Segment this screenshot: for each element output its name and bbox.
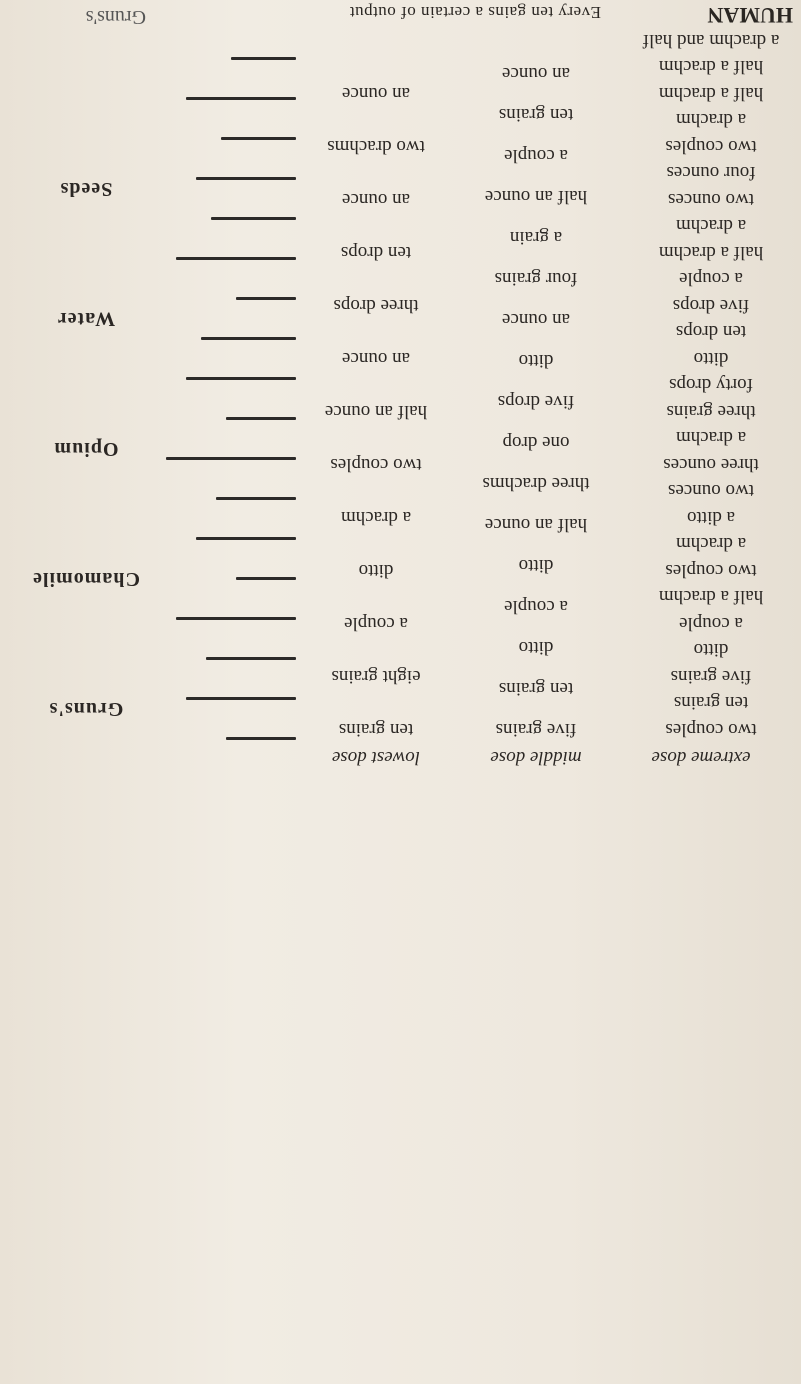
dose-entry: a drachm: [675, 109, 747, 131]
dose-entry: ditto: [518, 637, 554, 658]
dose-entry: half a drachm: [658, 56, 764, 78]
substance-column: [6, 30, 166, 780]
rule-line: [176, 257, 296, 260]
dose-entry: half an ounce: [484, 186, 588, 207]
rule-line: [186, 697, 296, 700]
rule-line: [226, 737, 296, 740]
dose-entry: two drachms: [327, 136, 425, 157]
dose-entry: ten grains: [498, 678, 574, 699]
dose-entry: half a drachm: [658, 83, 764, 104]
dose-entry: a drachm and half: [642, 30, 780, 51]
dose-entry: half an ounce: [324, 401, 428, 422]
dose-entry: half a drachm: [658, 242, 764, 263]
rule-line: [211, 217, 296, 220]
dose-entry: a couple: [344, 613, 408, 634]
dose-entry: a grain: [509, 227, 563, 248]
dose-column-2: [456, 30, 616, 780]
dose-entry: ten grains: [338, 719, 414, 740]
rule-line: [226, 417, 296, 420]
substance-label: Chamomile: [32, 568, 140, 590]
dose-entry: an ounce: [501, 63, 571, 84]
dose-entry: ditto: [518, 350, 554, 371]
dose-entry: ten drops: [675, 321, 747, 343]
note-bottom-mid: middle dose: [490, 747, 582, 768]
dose-entry: eight grains: [331, 666, 421, 687]
dose-entry: a couple: [679, 268, 743, 290]
dose-entry: ditto: [358, 560, 394, 581]
dose-entry: one drop: [502, 432, 570, 453]
note-bottom-right: lowest dose: [331, 747, 421, 768]
dose-entry: three grains: [666, 401, 756, 422]
table-title: Every ten gains a certain of output: [349, 3, 601, 22]
substance-label: Opium: [53, 438, 119, 460]
right-heading: Gruns's: [85, 6, 146, 28]
rule-line: [176, 617, 296, 620]
rule-line: [236, 297, 296, 300]
dose-entry: two ounces: [668, 189, 755, 210]
rule-line: [196, 537, 296, 540]
dose-entry: an ounce: [341, 348, 411, 369]
dose-entry: forty drops: [669, 374, 753, 396]
dose-entry: three drops: [333, 295, 419, 316]
dose-entry: two couples: [665, 719, 757, 740]
dose-entry: ditto: [518, 555, 554, 576]
dose-entry: four grains: [494, 268, 578, 289]
rule-line: [231, 57, 296, 60]
dose-entry: a drachm: [675, 427, 747, 449]
dose-entry: ten grains: [498, 104, 574, 125]
substance-label: Water: [56, 308, 116, 330]
rule-line: [186, 377, 296, 380]
dose-entry: a drachm: [675, 533, 747, 555]
dose-entry: ditto: [693, 348, 729, 369]
dose-entry: ditto: [693, 639, 729, 661]
dose-entry: two couples: [330, 454, 422, 475]
dose-entry: three drachms: [482, 473, 590, 494]
dose-entry: a ditto: [686, 507, 736, 528]
rule-line: [166, 457, 296, 460]
dose-entry: four ounces: [666, 162, 756, 184]
dose-column-1: [631, 30, 791, 780]
dose-entry: ten grains: [673, 692, 749, 714]
dose-entry: a couple: [504, 145, 568, 166]
dose-entry: half a drachm: [658, 586, 764, 608]
dose-entry: two ounces: [668, 480, 755, 502]
dose-entry: five drops: [672, 295, 750, 316]
dose-entry: a drachm: [675, 215, 747, 237]
rule-line: [221, 137, 296, 140]
rule-line: [201, 337, 296, 340]
note-bottom-left: extreme dose: [651, 747, 751, 768]
rule-line: [236, 577, 296, 580]
dose-entry: five grains: [670, 666, 752, 687]
rule-line: [196, 177, 296, 180]
dose-entry: five drops: [497, 391, 575, 412]
dose-entry: an ounce: [341, 189, 411, 210]
rule-line: [186, 97, 296, 100]
dose-entry: two couples: [665, 136, 757, 157]
dose-entry: two couples: [665, 560, 757, 581]
substance-label: Seeds: [59, 178, 113, 200]
substance-label: Gruns's: [48, 698, 124, 720]
left-heading: HUMAN: [707, 3, 793, 28]
dose-column-3: [296, 30, 456, 780]
dose-entry: a couple: [679, 613, 743, 634]
dose-entry: a drachm: [340, 507, 412, 528]
dose-entry: three ounces: [663, 454, 759, 475]
dose-entry: an ounce: [501, 309, 571, 330]
dose-entry: five grains: [495, 719, 577, 740]
dose-entry: ten drops: [340, 242, 412, 263]
rule-line: [216, 497, 296, 500]
dose-entry: an ounce: [341, 83, 411, 104]
dose-entry: half an ounce: [484, 514, 588, 535]
rule-line: [206, 657, 296, 660]
dose-entry: a couple: [504, 596, 568, 617]
